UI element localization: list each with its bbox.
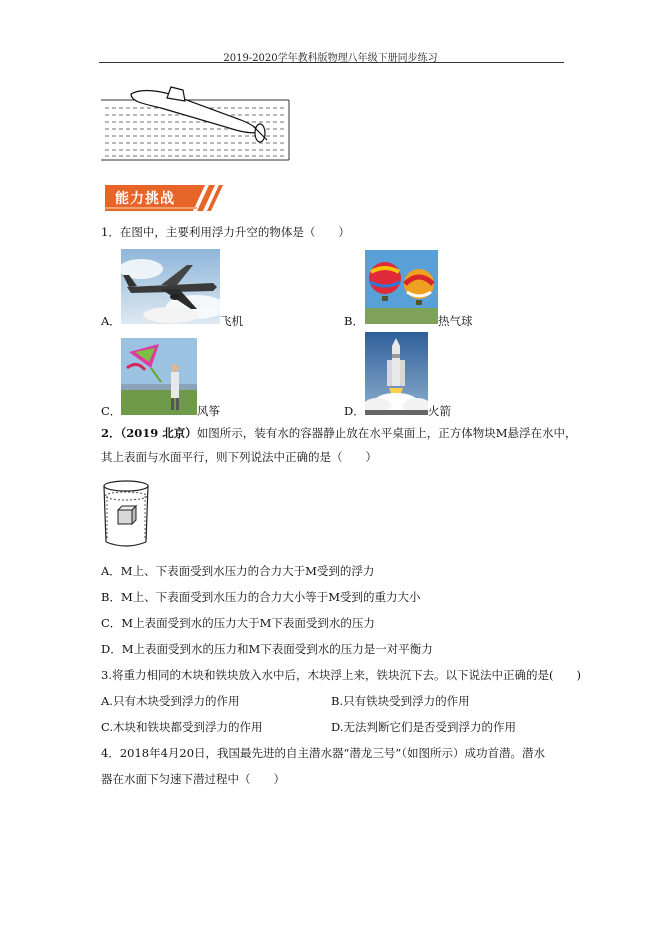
- q2-number: 2．: [101, 426, 121, 440]
- airplane-photo: [121, 249, 220, 324]
- q1-option-b[interactable]: [344, 313, 364, 329]
- section-title: 能力挑战: [115, 191, 175, 207]
- q1-stem: 1．在图中，主要利用浮力升空的物体是（ ）: [101, 225, 350, 239]
- q1-option-a-letter: A．: [101, 314, 121, 328]
- q2-option-c[interactable]: C．M上表面受到水的压力大于M下表面受到水的压力: [101, 616, 375, 630]
- page-header: 2019-2020学年教科版物理八年级下册同步练习: [223, 53, 438, 64]
- q1-option-b-letter: B．: [344, 314, 364, 328]
- q2-source: （2019 北京）: [120, 426, 197, 440]
- q1-option-a-label: 飞机: [220, 314, 243, 328]
- q1-option-d[interactable]: [344, 403, 365, 419]
- q2-stem-line1: [101, 425, 577, 441]
- q1-option-c-label: 风筝: [197, 404, 220, 418]
- header-divider: [99, 62, 564, 63]
- hot-air-balloon-photo: [365, 250, 438, 324]
- q4-stem-line2: 器在水面下匀速下潜过程中（ ）: [101, 772, 285, 786]
- q2-stem-text: 如图所示，装有水的容器静止放在水平桌面上，正方体物块M悬浮在水中，: [196, 426, 577, 440]
- submarine-in-water-figure: [101, 84, 293, 162]
- q2-option-b[interactable]: B．M上、下表面受到水压力的合力大小等于M受到的重力大小: [101, 590, 421, 604]
- kite-photo: [121, 338, 197, 415]
- q2-option-d[interactable]: D．M上表面受到水的压力和M下表面受到水的压力是一对平衡力: [101, 642, 433, 656]
- q3-option-c[interactable]: C.木块和铁块都受到浮力的作用: [101, 720, 263, 734]
- q1-option-b-label: 热气球: [438, 314, 473, 328]
- beaker-with-cube-figure: [102, 478, 152, 552]
- q1-option-c-letter: C．: [101, 404, 122, 418]
- q1-option-d-label: 火箭: [428, 404, 451, 418]
- q3-option-a[interactable]: A.只有木块受到浮力的作用: [101, 694, 240, 708]
- rocket-photo: [365, 332, 428, 415]
- q3-option-b[interactable]: B.只有铁块受到浮力的作用: [331, 694, 470, 708]
- q4-stem-line1: 4．2018年4月20日，我国最先进的自主潜水器“潜龙三号”（如图所示）成功首潜。潜水: [101, 746, 546, 760]
- q2-option-a[interactable]: A．M上、下表面受到水压力的合力大于M受到的浮力: [101, 564, 375, 578]
- q1-option-c[interactable]: [101, 403, 121, 419]
- q1-option-a[interactable]: [101, 313, 121, 329]
- q2-stem-line2: 其上表面与水面平行，则下列说法中正确的是（ ）: [101, 450, 377, 464]
- q1-option-d-letter: D．: [344, 404, 365, 418]
- q3-option-d[interactable]: D.无法判断它们是否受到浮力的作用: [331, 720, 516, 734]
- q3-stem: 3.将重力相同的木块和铁块放入水中后，木块浮上来，铁块沉下去。以下说法中正确的是( ): [101, 668, 581, 682]
